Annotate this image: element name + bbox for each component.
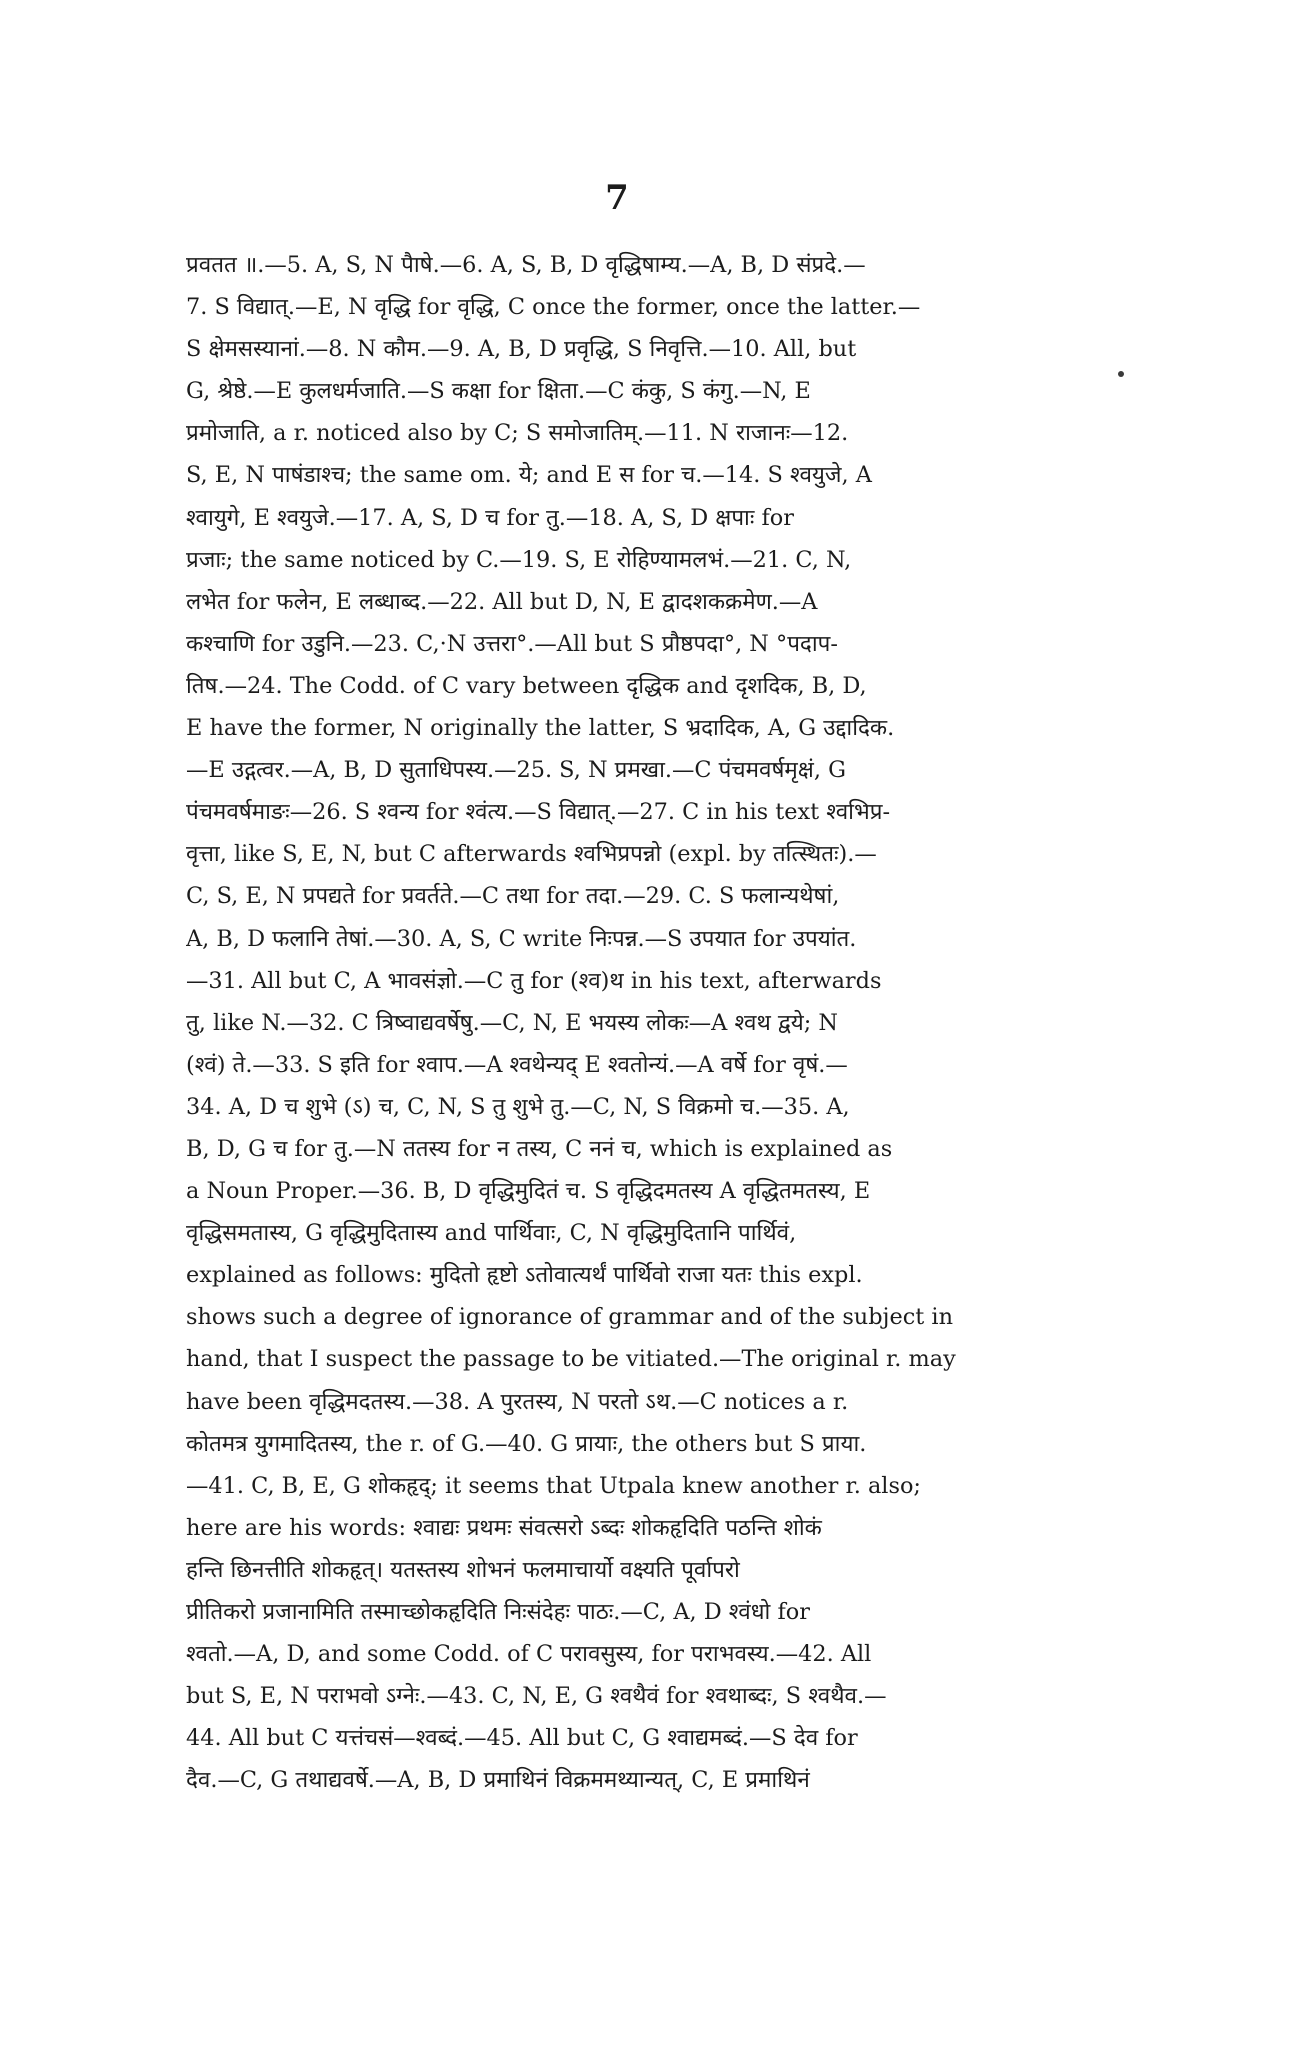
body-text: [186, 244, 1058, 1801]
text-line: प्रवतत ॥.—5. A, S, N पैाषे.—6. A, S, B, D वृद्धिषाम्य.—A, B, D संप्रदे.—: [186, 252, 866, 278]
text-line: प्रीतिकरो प्रजानामिति तस्माच्छोकहृदिति निःसंदेहः पाठः.—C, A, D श्वंधो for: [186, 1599, 810, 1625]
text-line: E have the former, N originally the latter, S भ्रदादिक, A, G उद्दादिक.: [186, 715, 895, 742]
page-number: 7: [605, 178, 629, 218]
text-line: तु, like N.—32. C त्रिष्वाद्यवर्षेषु.—C, N, E भयस्य लोकः—A श्वथ द्वये; N: [186, 1009, 838, 1036]
text-line: तिष.—24. The Codd. of C vary between दृद्धिक and दृशदिक, B, D,: [186, 672, 867, 699]
text-line: लभेत for फलेन, E लब्धाब्द.—22. All but D, N, E द्वादशकक्रमेण.—A: [186, 588, 818, 615]
text-line: G, श्रेष्ठे.—E कुलधर्मजाति.—S कक्षा for क्षिता.—C कंकु, S कंगु.—N, E: [186, 378, 811, 405]
margin-dot: [1118, 371, 1124, 377]
text-line: here are his words: श्वाद्यः प्रथमः संवत्सरो ऽब्दः शोकहृदिति पठन्ति शोकं: [186, 1514, 822, 1541]
text-line: 34. A, D च शुभे (ऽ) च, C, N, S तु शुभे तु.—C, N, S विक्रमो च.—35. A,: [186, 1093, 850, 1120]
text-line: explained as follows: मुदितो हृष्टो ऽतोवात्यर्थं पार्थिवो राजा यतः this expl.: [186, 1262, 863, 1289]
text-line: प्रमोजाति, a r. noticed also by C; S समोजातिम्.—11. N राजानः—12.: [186, 420, 849, 447]
text-line: have been वृद्धिमदतस्य.—38. A पुरतस्य, N परतो ऽथ.—C notices a r.: [186, 1388, 849, 1415]
text-line: —E उद्गत्वर.—A, B, D सुताधिपस्य.—25. S, N प्रमखा.—C पंचमवर्षमृक्षं, G: [186, 757, 846, 784]
text-line: प्रजाः; the same noticed by C.—19. S, E रोहिण्यामलभं.—21. C, N,: [186, 546, 852, 573]
text-line: वृत्ता, like S, E, N, but C afterwards श्वभिप्रपन्नो (expl. by तत्स्थितः).—: [186, 841, 877, 868]
text-line: shows such a degree of ignorance of grammar and of the subject in: [186, 1304, 953, 1331]
text-line: C, S, E, N प्रपद्यते for प्रवर्तते.—C तथा for तदा.—29. C. S फलान्यथेषां,: [186, 883, 840, 910]
text-line: B, D, G च for तु.—N ततस्य for न तस्य, C ननं च, which is explained as: [186, 1135, 893, 1162]
text-line: पंचमवर्षमाङः—26. S श्वन्य for श्वंत्य.—S विद्यात्.—27. C in his text श्वभिप्र-: [186, 799, 891, 826]
text-line: दैव.—C, G तथाद्यवर्षे.—A, B, D प्रमाथिनं विक्रममथ्यान्यत्, C, E प्रमाथिनं: [186, 1767, 810, 1794]
text-line: —31. All but C, A भावसंज्ञो.—C तु for (श्व)थ in his text, afterwards: [186, 967, 882, 994]
text-line: but S, E, N पराभवो ऽग्नेः.—43. C, N, E, G श्वथैवं for श्वथाब्दः, S श्वथैव.—: [186, 1683, 887, 1710]
text-line: A, B, D फलानि तेषां.—30. A, S, C write निःपन्न.—S उपयात for उपयांत.: [186, 925, 857, 952]
text-line: a Noun Proper.—36. B, D वृद्धिमुदितं च. S वृद्धिदमतस्य A वृद्धितमतस्य, E: [186, 1178, 871, 1205]
text-line: —41. C, B, E, G शोकहृद्; it seems that Utpala knew another r. also;: [186, 1472, 921, 1499]
text-line: S, E, N पाषंडाश्च; the same om. ये; and E स for च.—14. S श्वयुजे, A: [186, 462, 872, 489]
text-line: श्वायुगे, E श्वयुजे.—17. A, S, D च for तु.—18. A, S, D क्षपाः for: [186, 504, 794, 531]
text-line: कोतमत्र युगमादितस्य, the r. of G.—40. G प्रायाः, the others but S प्राया.: [186, 1430, 867, 1457]
text-line: श्वतो.—A, D, and some Codd. of C परावसुस्य, for पराभवस्य.—42. All: [186, 1641, 872, 1668]
text-line: वृद्धिसमतास्य, G वृद्धिमुदितास्य and पार्थिवाः, C, N वृद्धिमुदितानि पार्थिवं,: [186, 1220, 797, 1247]
text-line: 44. All but C यत्तंचसं—श्वब्दं.—45. All but C, G श्वाद्यमब्दं.—S देव for: [186, 1725, 858, 1752]
text-line: कश्चाणि for उडुनि.—23. C,·N उत्तरा°.—All but S प्रौष्ठपदा°, N °पदाप-: [186, 630, 838, 657]
text-line: 7. S विद्यात्.—E, N वृद्धि for वृद्धि, C once the former, once the latter.—: [186, 294, 921, 321]
text-line: S क्षेमसस्यानां.—8. N कौम.—9. A, B, D प्रवृद्धि, S निवृत्ति.—10. All, but: [186, 336, 857, 363]
text-line: हन्ति छिनत्तीति शोकहृत्। यतस्तस्य शोभनं फलमाचार्यो वक्ष्यति पूर्वापरो: [186, 1556, 740, 1583]
text-line: hand, that I suspect the passage to be vitiated.—The original r. may: [186, 1346, 956, 1373]
text-line: (श्वं) ते.—33. S इति for श्वाप.—A श्वथेन्यद् E श्वतोन्यं.—A वर्षे for वृषं.—: [186, 1051, 848, 1078]
